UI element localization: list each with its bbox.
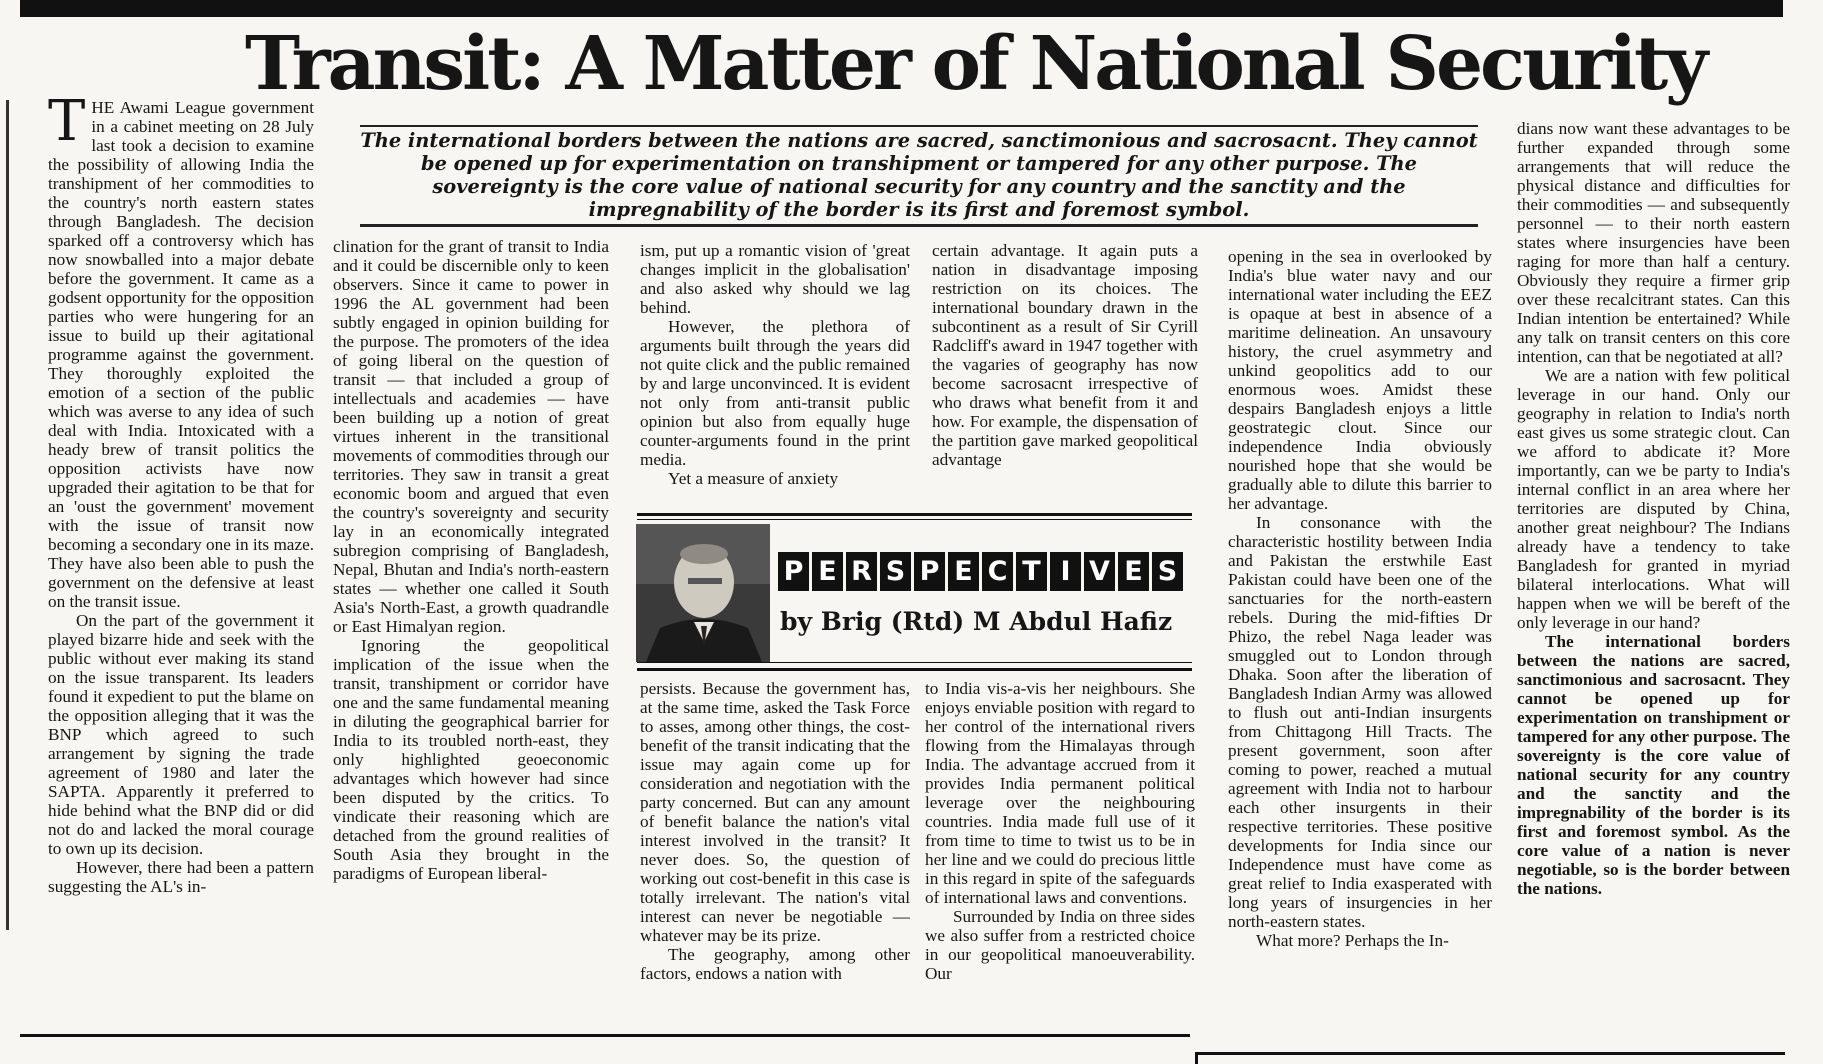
- paragraph: Yet a measure of anxiety: [668, 469, 839, 488]
- deck-rule-bottom: [360, 224, 1478, 227]
- paragraph: However, the plethora of arguments built through the years did not quite click and the public remained by and large unconvinced. It is evident not only from anti-transit public opinion but also from equally huge counter-arguments found in the print media.: [640, 317, 910, 469]
- headline: Transit: A Matter of National Security: [245, 21, 1706, 107]
- article-column-6: [1517, 119, 1790, 1037]
- paragraph: HE Awami League government in a cabinet meeting on 28 July last took a decision to examine the possibility of allowing India the transhipment of her commodities to the country's north eastern states through Bangladesh. The decision sparked off a controversy which has now snowballed into a major debate before the government. It came as a godsent opportunity for the opposition parties who were hungering for an issue to build up their agitational programme against the government. They thoroughly exploited the emotion of a section of the public which was averse to any idea of such deal with India. Intoxicated with a heady brew of transit politics the opposition activists have now upgraded their agitation to be that for an 'oust the government' movement with the issue of transit now becoming a secondary one in its maze. They have also been able to push the government on the defensive at least on the transit issue.: [48, 98, 314, 611]
- article-column-4-bottom: [925, 679, 1195, 1039]
- next-article-rule-corner: [1195, 1052, 1198, 1064]
- bottom-rule: [20, 1034, 1190, 1037]
- column-label-letter: R: [846, 552, 877, 591]
- paragraph: What more? Perhaps the In-: [1256, 931, 1449, 950]
- paragraph: In consonance with the characteristic hostility between India and Pakistan the erstwhile East Pakistan could have been one of the sanctuaries for the north-eastern rebels. During the mid-fifties Dr Phizo, the rebel Naga leader was smuggled out to London through Dhaka. Soon after the liberation of Bangladesh Indian Army was allowed to flush out anti-Indian insurgents from Chittagong Hill Tracts. The present government, soon after coming to power, reached a mutual agreement with India not to harbour each other insurgents in their respective territories. These positive developments for India since our Independence must have come as great relief to India exasperated with long years of insurgencies in her north-eastern states.: [1228, 513, 1492, 931]
- next-article-rule: [1195, 1052, 1785, 1055]
- column-label-letter: E: [1118, 552, 1149, 591]
- column-label-letter: E: [812, 552, 843, 591]
- deck-rule-top: [360, 125, 1478, 127]
- article-column-4-top: [932, 241, 1198, 511]
- article-column-1: [48, 98, 314, 1038]
- column-label-letter: P: [778, 552, 809, 591]
- deck-pull-quote: The international borders between the nations are sacred, sanctimonious and sacrosacnt. They cannot be opened up for experimentation on transhipment or tampered for any other purpose. The sovereignty is the core value of national security for any country and the sanctity and the impregnability of the border is its first and foremost symbol.: [360, 129, 1478, 221]
- column-box-rule-top-thin: [637, 519, 1192, 520]
- paragraph: However, there had been a pattern suggesting the AL's in-: [48, 858, 314, 896]
- column-label-letter: P: [914, 552, 945, 591]
- byline: by Brig (Rtd) M Abdul Hafiz: [780, 607, 1173, 636]
- column-label-letter: I: [1050, 552, 1081, 591]
- drop-cap: T: [48, 98, 86, 154]
- paragraph: Surrounded by India on three sides we also suffer from a restricted choice in our geopolitical manoeuverability. Our: [925, 907, 1195, 983]
- paragraph: ism, put up a romantic vision of 'great changes implicit in the globalisation' and also asked why should we lag behind.: [640, 241, 910, 317]
- top-border-bar: [20, 0, 1783, 17]
- paragraph: dians now want these advantages to be further expanded through some arrangements that will reduce the physical distance and difficulties for their commodities — and subsequently personnel — to their north eastern states where insurgencies have been raging for more than half a century. Obviously they require a firmer grip over these recalcitrant states. Can this Indian intention be entertained? While any talk on transit centers on this core intention, can that be negotiated at all?: [1517, 119, 1790, 366]
- column-label-letter: S: [880, 552, 911, 591]
- article-column-3-top: [640, 241, 910, 507]
- closing-paragraph: The international borders between the nations are sacred, sanctimonious and sacrosacnt. They cannot be opened up for experimentation on transhipment or tampered for any other purpose. The sovereignty is the core value of national security for any country and the sanctity and the impregnability of the border is its first and foremost symbol. As the core value of a nation is never negotiable, so is the border between the nations.: [1517, 632, 1790, 898]
- column-label-letter: S: [1152, 552, 1183, 591]
- paragraph: On the part of the government it played bizarre hide and seek with the public without ever making its stand on the issue transparent. Its leaders found it expedient to put the blame on the opposition alleging that it was the BNP which agreed to such arrangement by signing the trade agreement of 1980 and later the SAPTA. Apparently it preferred to hide behind what the BNP did or did not do and lacked the moral courage to own up its decision.: [48, 611, 314, 858]
- article-column-3-bottom: [640, 679, 910, 1039]
- paragraph: persists. Because the government has, at the same time, asked the Task Force to asses, among other things, the cost-benefit of the transit indicating that the issue may again come up for consideration and negotiation with the party concerned. But can any amount of benefit balance the nation's vital interest involved in the transit? It never does. So, the question of working out cost-benefit in this case is totally irrelevant. The nation's vital interest can never be negotiable — whatever may be its prize.: [640, 679, 910, 945]
- column-label-letter: T: [1016, 552, 1047, 591]
- column-box-rule-top: [637, 513, 1192, 516]
- left-margin-rule: [6, 100, 9, 930]
- paragraph: opening in the sea in overlooked by India's blue water navy and our international water including the EEZ is opaque at best in absence of a maritime delineation. An unsavoury history, the cruel asymmetry and unkind geopolitics add to our enormous woes. Amidst these despairs Bangladesh enjoys a little geostrategic clout. Since our independence India obviously nourished hope that she would be gradually able to dilute this barrier to her advantage.: [1228, 247, 1492, 513]
- column-label-letter: C: [982, 552, 1013, 591]
- column-box-rule-bottom-thin: [637, 662, 1192, 663]
- article-column-2: [333, 237, 609, 1037]
- paragraph: Ignoring the geopolitical implication of the issue when the transit, transhipment or corridor have one and the same fundamental meaning in diluting the geographical barrier for India to its troubled north-east, they only highlighted geoeconomic advantages which however had since been disputed by the critics. To vindicate their reasoning which are detached from the ground realities of South Asia they brought in the paradigms of European liberal-: [333, 636, 609, 883]
- column-box-rule-bottom: [637, 668, 1192, 671]
- paragraph: to India vis-a-vis her neighbours. She enjoys enviable position with regard to her control of the international rivers flowing from the Himalayas through India. The advantage accrued from it provides India permanent political leverage over the neighbouring countries. India made full use of it from time to time to twist us to be in her line and we could do precious little in this regard in spite of the safeguards of international laws and conventions.: [925, 679, 1195, 907]
- paragraph: We are a nation with few political leverage in our hand. Only our geography in relation to India's north east gives us some strategic clout. Can we afford to abdicate it? More importantly, can we be party to India's internal conflict in an area where her territories are disputed by China, another great neighbour? The Indians already have a tendency to take Bangladesh for granted in myriad bilateral interlocations. What will happen when we will be bereft of the only leverage in our hand?: [1517, 366, 1790, 632]
- paragraph: clination for the grant of transit to India and it could be discernible only to keen observers. Since it came to power in 1996 the AL government had been subtly engaged in opinion building for the purpose. The promoters of the idea of going liberal on the question of transit — that included a group of intellectuals and academies — have been building up a notion of great virtues inherent in the transitional movements of commodities through our territories. They saw in transit a great economic boom and argued that even the country's sovereignty and security lay in an economically integrated subregion comprising of Bangladesh, Nepal, Bhutan and India's north-eastern states — whether one called it South Asia's North-East, a growth quadrandle or East Himalyan region.: [333, 237, 609, 636]
- column-label-letter: E: [948, 552, 979, 591]
- article-column-5: [1228, 247, 1492, 1037]
- column-label-perspectives: [778, 552, 1183, 589]
- author-photo: [636, 524, 770, 662]
- paragraph: The geography, among other factors, endows a nation with: [640, 945, 910, 983]
- paragraph: certain advantage. It again puts a nation in disadvantage imposing restriction on its choices. The international boundary drawn in the subcontinent as a result of Sir Cyrill Radcliff's award in 1947 together with the vagaries of geography has now become sacrosacnt irrespective of who draws what benefit from it and how. For example, the dispensation of the partition gave marked geopolitical advantage: [932, 241, 1198, 469]
- column-label-letter: V: [1084, 552, 1115, 591]
